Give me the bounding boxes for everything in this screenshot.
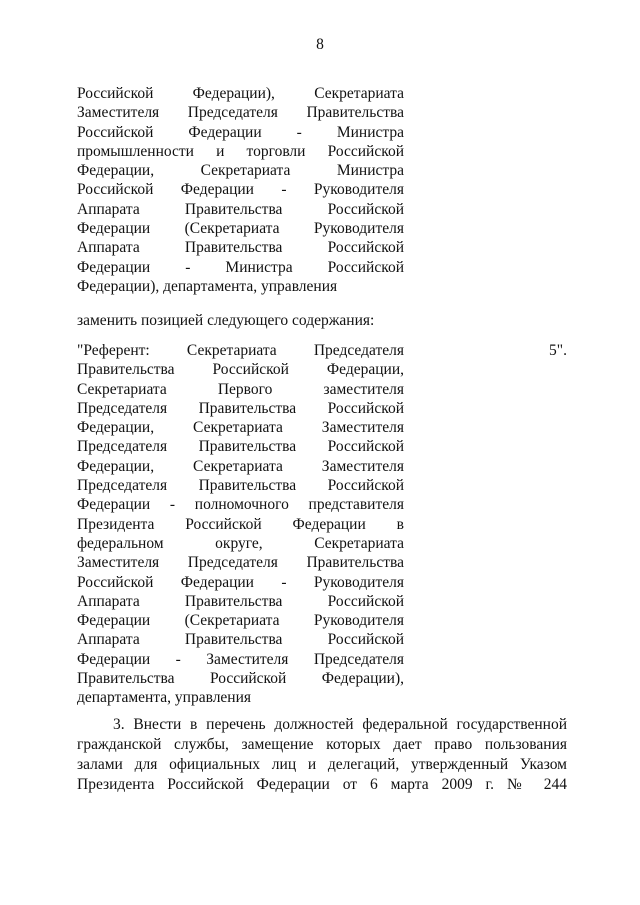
text-line: Заместителя Председателя Правительства	[77, 554, 404, 572]
text-line: Федерации, Секретариата Министра	[77, 162, 404, 180]
text-line: Федерации (Секретариата Руководителя	[77, 612, 404, 630]
position-number: 5".	[549, 342, 567, 359]
text-line: Российской Федерации - Руководителя	[77, 573, 404, 591]
text-line: Российской Федерации), Секретариата	[77, 85, 404, 102]
text-line: Заместителя Председателя Правительства	[77, 104, 404, 122]
new-position-block	[77, 341, 404, 708]
text-line: Правительства Российской Федерации,	[77, 361, 404, 379]
text-line: департамента, управления	[77, 689, 252, 707]
text-line: гражданской службы, замещение которых дает право пользования	[77, 736, 567, 753]
text-line: 3. Внести в перечень должностей федеральной государственной	[113, 716, 567, 733]
text-line: Федерации, Секретариата Заместителя	[77, 457, 404, 475]
text-line: Федерации - Заместителя Председателя	[77, 650, 404, 668]
replace-instruction: заменить позицией следующего содержания:	[77, 312, 375, 329]
text-line: промышленности и торговли Российской	[77, 142, 404, 160]
text-line: Федерации - полномочного представителя	[77, 496, 404, 514]
text-line: залами для официальных лиц и делегаций, утвержденный Указом	[77, 756, 567, 773]
paragraph-3	[77, 715, 567, 795]
text-line: Председателя Правительства Российской	[77, 399, 404, 417]
text-line: Федерации (Секретариата Руководителя	[77, 220, 404, 238]
text-line: федеральном округе, Секретариата	[77, 534, 404, 552]
text-line: Председателя Правительства Российской	[77, 438, 404, 456]
text-line: Федерации - Министра Российской	[77, 258, 404, 276]
text-line: Федерации, Секретариата Заместителя	[77, 419, 404, 437]
text-line: Аппарата Правительства Российской	[77, 239, 404, 257]
text-line: "Референт: Секретариата Председателя	[77, 342, 404, 359]
text-line: Председателя Правительства Российской	[77, 477, 404, 495]
position-text-block	[77, 84, 404, 296]
text-line: Российской Федерации - Руководителя	[77, 181, 404, 199]
text-line: Правительства Российской Федерации),	[77, 670, 404, 688]
page-number: 8	[316, 36, 324, 53]
text-line: Президента Российской Федерации в	[77, 515, 404, 533]
text-line: Аппарата Правительства Российской	[77, 592, 404, 610]
text-line: Президента Российской Федерации от 6 марта 2009 г. № 244	[77, 776, 567, 793]
text-line: Секретариата Первого заместителя	[77, 380, 404, 398]
text-line: Аппарата Правительства Российской	[77, 200, 404, 218]
text-line: Федерации), департамента, управления	[77, 277, 338, 295]
text-line: Аппарата Правительства Российской	[77, 631, 404, 649]
text-line: Российской Федерации - Министра	[77, 123, 404, 141]
